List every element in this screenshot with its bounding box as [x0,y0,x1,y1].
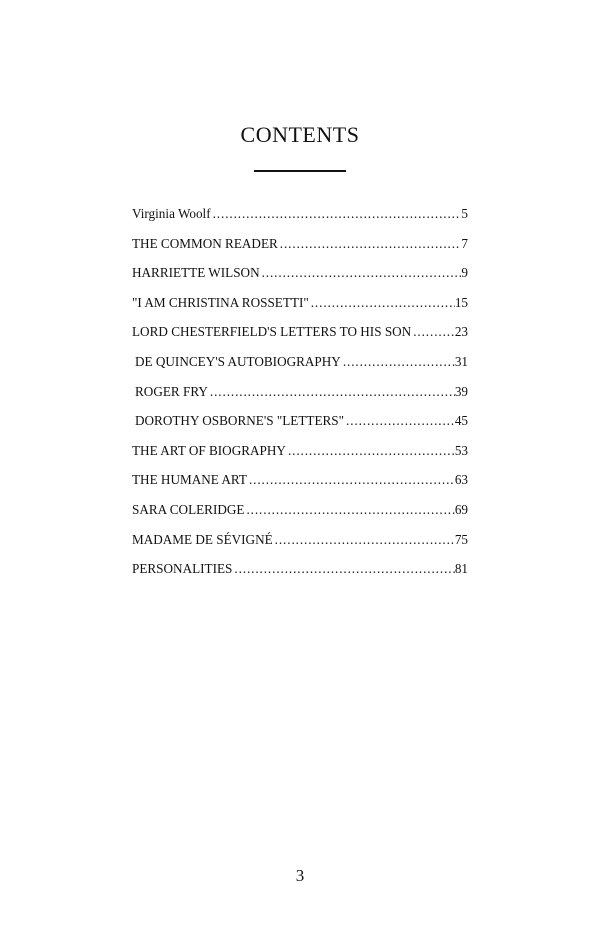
toc-entry-page: 39 [454,383,468,399]
toc-entry[interactable] [132,354,468,384]
toc-entry[interactable] [132,561,468,591]
dot-leader [341,354,455,370]
dot-leader [244,502,454,518]
toc-entry-page: 15 [454,294,468,310]
toc-entry[interactable] [132,236,468,266]
toc-entry[interactable] [132,472,468,502]
toc-entry-title: LORD CHESTERFIELD'S LETTERS TO HIS SON [132,324,412,340]
dot-leader [273,532,455,548]
toc-entry-page: 5 [461,206,468,221]
toc-entry-page: 31 [454,353,468,369]
heading-rule [254,170,346,172]
table-of-contents [132,206,468,591]
dot-leader [208,384,455,400]
toc-entry-title: THE COMMON READER [132,235,278,251]
toc-entry-title: MADAME DE SÉVIGNÉ [132,531,273,547]
toc-entry-page: 45 [454,413,468,429]
toc-entry[interactable] [132,532,468,562]
toc-entry[interactable] [132,295,468,325]
toc-entry[interactable] [132,265,468,295]
toc-entry-page: 63 [454,472,468,488]
dot-leader [278,236,462,252]
toc-entry-page: 7 [461,235,468,251]
toc-entry[interactable] [132,413,468,443]
dot-leader [247,472,455,488]
toc-entry[interactable] [132,502,468,532]
toc-entry[interactable] [132,324,468,354]
toc-entry[interactable] [132,206,468,236]
dot-leader [309,295,455,311]
toc-entry-page: 23 [454,324,468,340]
toc-entry-page: 75 [454,531,468,547]
toc-entry-title: THE HUMANE ART [132,472,247,488]
toc-entry-title: DOROTHY OSBORNE'S "LETTERS" [135,413,345,429]
contents-heading: CONTENTS [240,122,360,147]
dot-leader [411,324,455,340]
toc-entry-page: 81 [454,561,468,577]
dot-leader [211,206,462,222]
toc-entry-title: ROGER FRY [135,383,208,399]
toc-entry-title: PERSONALITIES [132,561,233,577]
page-number: 3 [295,866,305,885]
toc-entry-title: SARA COLERIDGE [132,501,245,517]
toc-entry[interactable] [132,384,468,414]
dot-leader [232,561,454,577]
toc-entry-page: 69 [454,501,468,517]
dot-leader [286,443,455,459]
toc-entry-page: 9 [461,265,468,281]
toc-entry-title: DE QUINCEY'S AUTOBIOGRAPHY [135,353,341,369]
toc-entry-page: 53 [454,442,468,458]
toc-entry-title: THE ART OF BIOGRAPHY [132,442,286,458]
toc-entry-title: HARRIETTE WILSON [132,265,260,281]
toc-entry-title: "I AM CHRISTINA ROSSETTI" [132,294,309,310]
dot-leader [260,265,462,281]
toc-entry[interactable] [132,443,468,473]
toc-entry-title: Virginia Woolf [132,206,211,221]
dot-leader [344,413,455,429]
